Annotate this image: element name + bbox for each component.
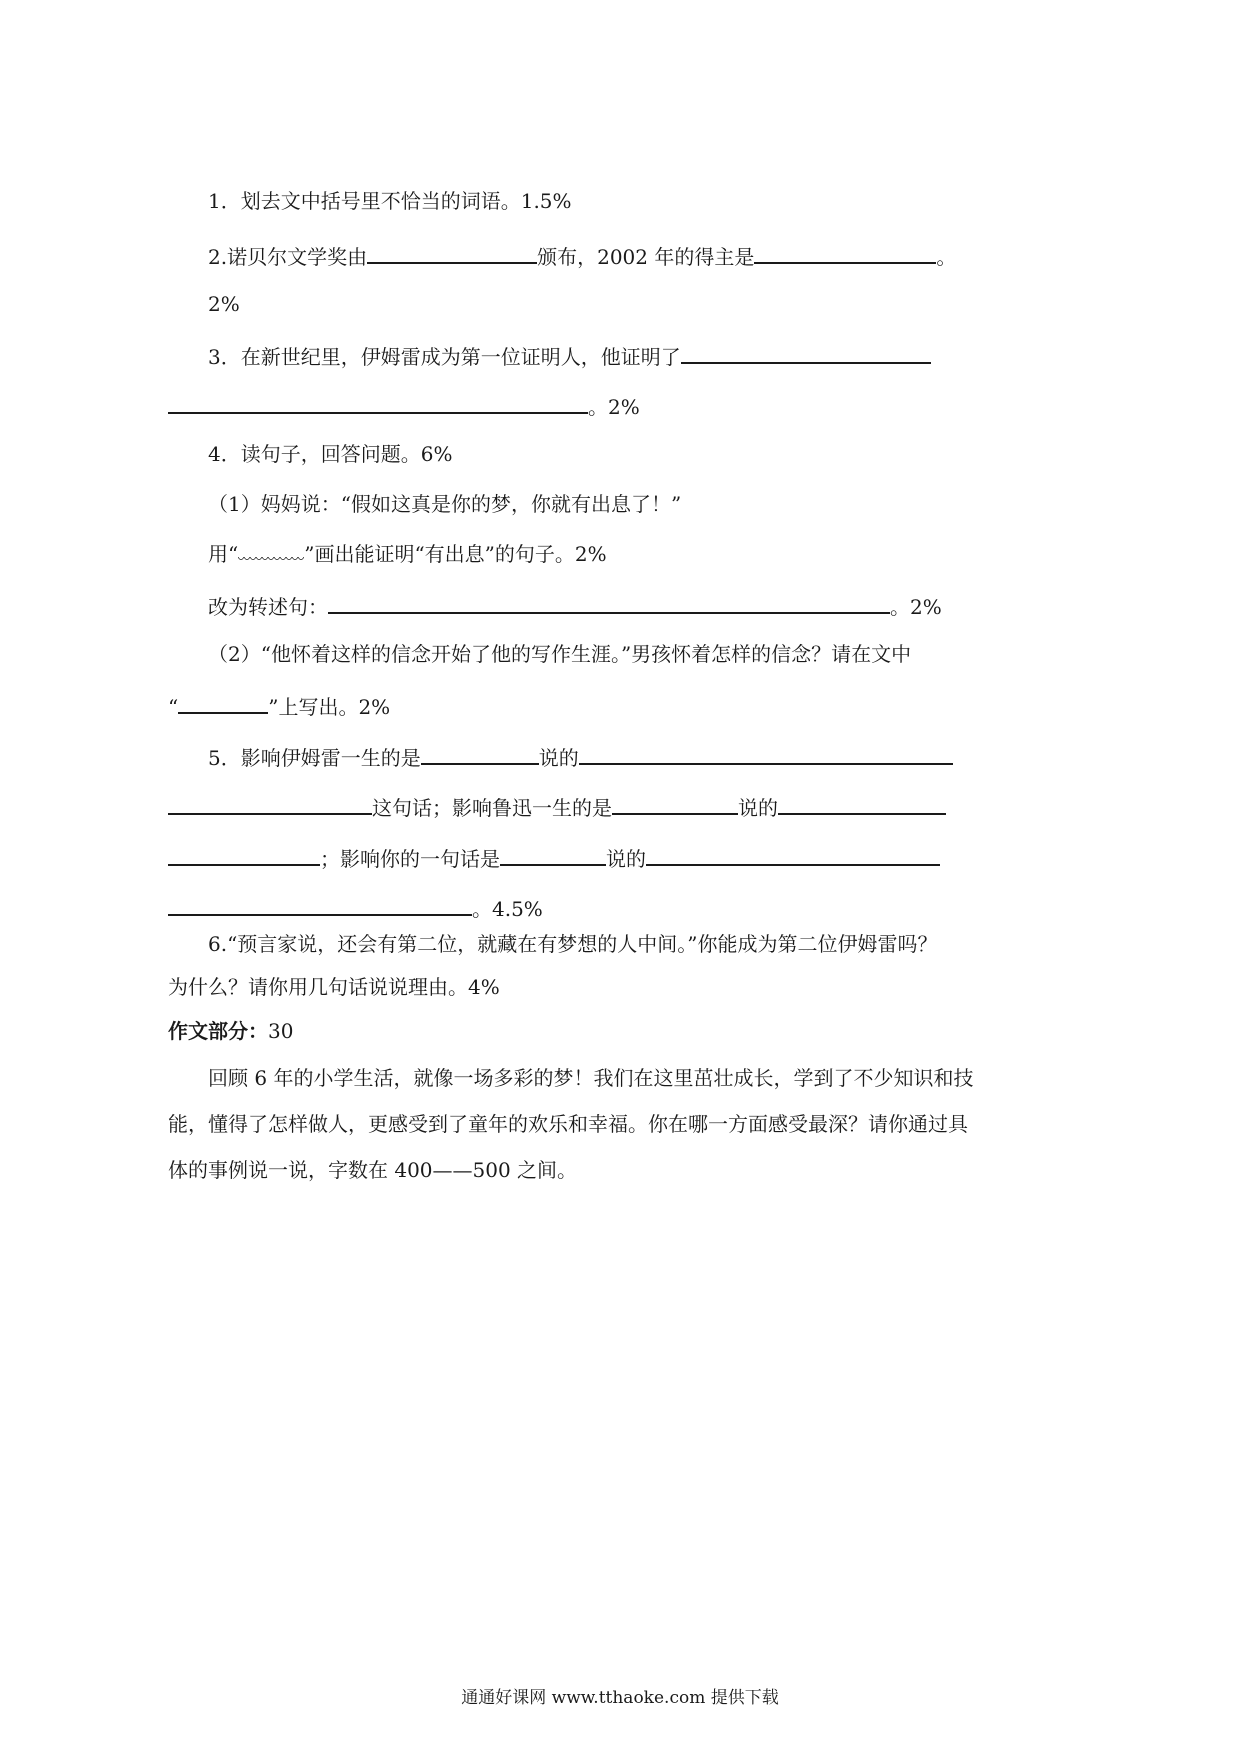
answer-blank[interactable] <box>579 741 953 765</box>
composition-label: 作文部分： <box>168 1019 268 1043</box>
question-4-convert <box>208 590 942 618</box>
convert-end: 。2% <box>890 595 942 619</box>
composition-line-1: 回顾 6 年的小学生活，就像一场多彩的梦！我们在这里茁壮成长，学到了不少知识和技 <box>208 1066 974 1090</box>
question-5-line-1 <box>208 741 953 769</box>
question-3-end: 。2% <box>588 395 640 419</box>
question-3-text: 3．在新世纪里，伊姆雷成为第一位证明人，他证明了 <box>208 345 681 369</box>
question-3-continued <box>168 390 640 418</box>
question-2-score: 2% <box>208 292 240 316</box>
q5-end: 。4.5% <box>472 897 543 921</box>
wavy-underline-sample <box>238 543 304 561</box>
page-footer: 通通好课网 www.tthaoke.com 提供下载 <box>461 1688 779 1708</box>
convert-label: 改为转述句： <box>208 595 328 619</box>
q5-text-b: 说的 <box>538 746 579 770</box>
q5-text-c: 这句话；影响鲁迅一生的是 <box>372 796 612 820</box>
answer-blank[interactable] <box>168 842 320 866</box>
answer-blank[interactable] <box>421 741 539 765</box>
question-4-write <box>168 690 390 718</box>
answer-blank[interactable] <box>168 892 472 916</box>
question-5-line-3 <box>168 842 940 870</box>
question-6-line-1: 6.“预言家说，还会有第二位，就藏在有梦想的人中间。”你能成为第二位伊姆雷吗？ <box>208 932 938 956</box>
composition-score: 30 <box>268 1019 294 1043</box>
answer-blank[interactable] <box>646 842 940 866</box>
question-2-text-c: 。 <box>936 245 957 269</box>
answer-blank[interactable] <box>367 240 537 264</box>
question-2 <box>208 240 956 268</box>
answer-blank[interactable] <box>168 390 588 414</box>
question-4-sub-2: （2）“他怀着这样的信念开始了他的写作生涯。”男孩怀着怎样的信念？请在文中 <box>208 642 912 666</box>
answer-blank[interactable] <box>778 791 946 815</box>
question-4-sub-1: （1）妈妈说：“假如这真是你的梦，你就有出息了！” <box>208 492 682 516</box>
question-2-text-a: 2.诺贝尔文学奖由 <box>208 245 368 269</box>
answer-blank[interactable] <box>681 340 931 364</box>
question-4-underline-instruction <box>208 540 607 568</box>
question-6-line-2: 为什么？请你用几句话说说理由。4% <box>168 975 500 999</box>
composition-line-2: 能，懂得了怎样做人，更感受到了童年的欢乐和幸福。你在哪一方面感受最深？请你通过具 <box>168 1112 968 1136</box>
q5-text-e: ；影响你的一句话是 <box>320 847 500 871</box>
write-text-b: ”上写出。2% <box>268 695 391 719</box>
question-1: 1．划去文中括号里不恰当的词语。1.5% <box>208 189 572 213</box>
answer-blank[interactable] <box>168 791 372 815</box>
answer-blank[interactable] <box>500 842 606 866</box>
question-5-line-4 <box>168 892 543 920</box>
question-4-title: 4．读句子，回答问题。6% <box>208 442 453 466</box>
answer-blank[interactable] <box>178 690 268 714</box>
answer-blank[interactable] <box>754 240 936 264</box>
composition-line-3: 体的事例说一说，字数在 400——500 之间。 <box>168 1158 578 1182</box>
write-text-a: “ <box>168 695 179 719</box>
question-3 <box>208 340 931 368</box>
answer-blank[interactable] <box>328 590 890 614</box>
composition-heading <box>168 1017 293 1045</box>
q5-text-a: 5．影响伊姆雷一生的是 <box>208 746 421 770</box>
question-5-line-2 <box>168 791 946 819</box>
q5-text-f: 说的 <box>606 847 646 871</box>
q5-text-d: 说的 <box>738 796 778 820</box>
question-2-text-b: 颁布，2002 年的得主是 <box>537 245 755 269</box>
instruction-text-a: 用“ <box>208 542 239 566</box>
answer-blank[interactable] <box>612 791 738 815</box>
instruction-text-b: ”画出能证明“有出息”的句子。2% <box>304 542 607 566</box>
